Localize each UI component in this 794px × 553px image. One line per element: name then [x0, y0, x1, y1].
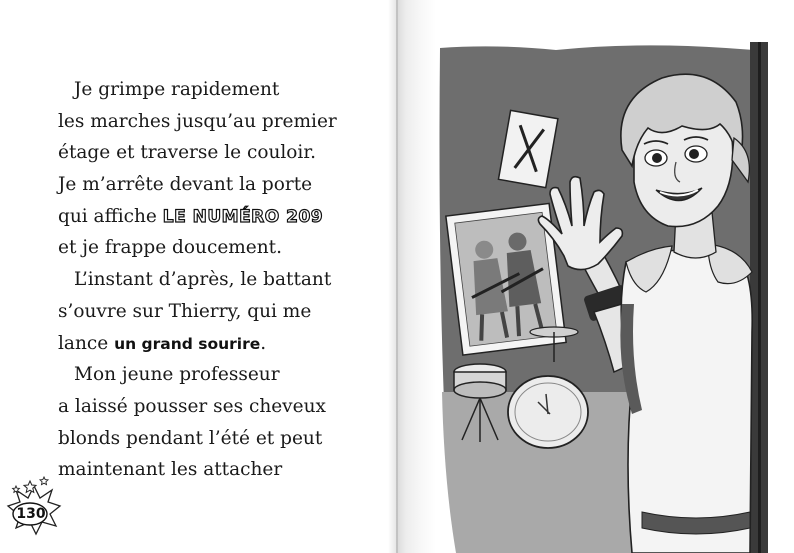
text-line: maintenant les attacher: [58, 459, 283, 481]
text-line: Je grimpe rapidement: [74, 79, 280, 100]
text-line: et je frappe doucement.: [58, 237, 282, 259]
text-segment: .: [260, 332, 267, 354]
text-line: [58, 328, 358, 360]
tank-top: [621, 250, 752, 553]
text-segment: lance: [58, 332, 115, 354]
highlight-smile: un grand sourire: [114, 334, 261, 353]
highlight-room-number: LE NUMÉRO 209: [162, 206, 324, 227]
left-page: [0, 0, 396, 553]
text-line: Je m’arrête devant la porte: [58, 174, 313, 196]
text-line: L’instant d’après, le battant: [74, 269, 332, 291]
text-segment: qui affiche: [58, 205, 163, 227]
text-line: [58, 201, 358, 233]
star-icon: [40, 477, 48, 485]
text-line: les marches jusqu’au premier: [58, 110, 337, 132]
book-gutter: [388, 0, 398, 553]
text-line: a laissé pousser ses cheveux: [58, 395, 326, 417]
story-text: [58, 74, 358, 486]
page-number: 130: [16, 506, 46, 522]
illustration-young-man-waving: [436, 42, 768, 553]
text-line: s’ouvre sur Thierry, qui me: [58, 300, 312, 322]
text-line: étage et traverse le couloir.: [58, 142, 317, 164]
text-line: Mon jeune professeur: [74, 364, 280, 386]
text-line: blonds pendant l’été et peut: [58, 427, 323, 449]
